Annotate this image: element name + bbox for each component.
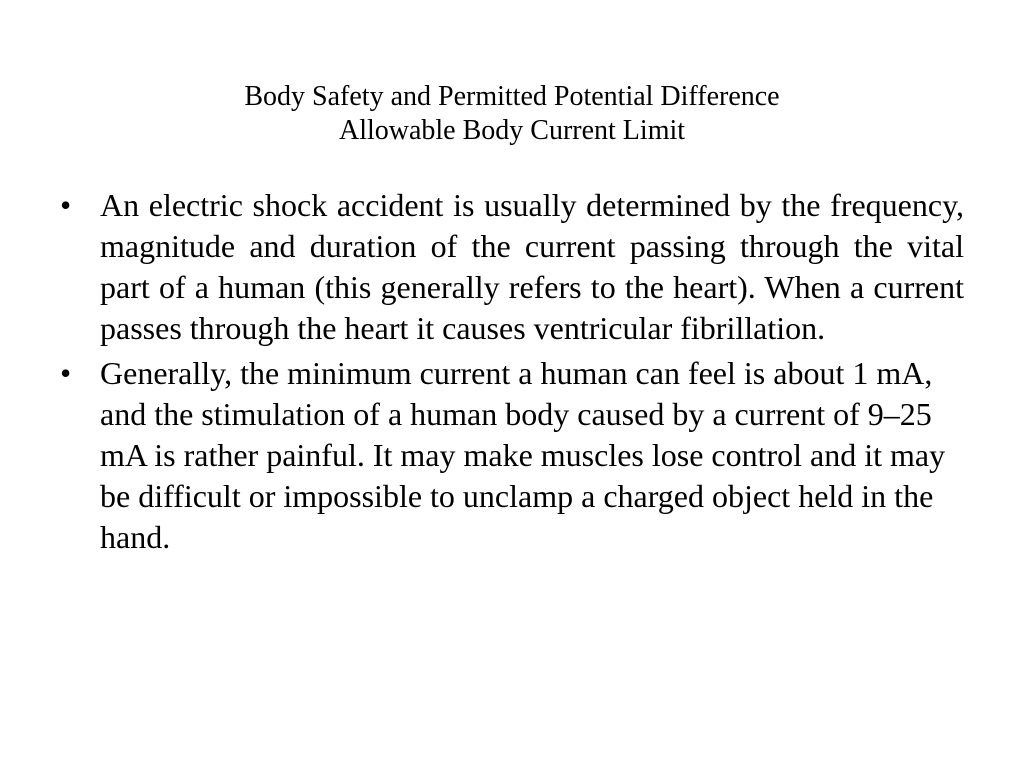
bullet-item-1 bbox=[60, 185, 964, 349]
bullet-icon: • bbox=[60, 187, 72, 223]
slide-title bbox=[100, 80, 924, 148]
title-line-2: Allowable Body Current Limit bbox=[338, 115, 686, 146]
bullet-text-1: An electric shock accident is usually determined by the frequency, magnitude and duration of the current passing through the vital part of a human (this generally refers to the heart). When a current passes through the heart it causes ventricular fibrillation. bbox=[100, 187, 964, 346]
bullet-icon: • bbox=[60, 355, 72, 391]
bullet-list bbox=[60, 185, 964, 562]
bullet-item-2 bbox=[60, 353, 964, 558]
bullet-text-2: Generally, the minimum current a human can feel is about 1 mA, and the stimulation of a human body caused by a current of 9–25 mA is rather painful. It may make muscles lose control and it may be difficult or impossible to unclamp a charged object held in the hand. bbox=[100, 355, 946, 555]
title-line-1: Body Safety and Permitted Potential Difference bbox=[244, 81, 780, 112]
